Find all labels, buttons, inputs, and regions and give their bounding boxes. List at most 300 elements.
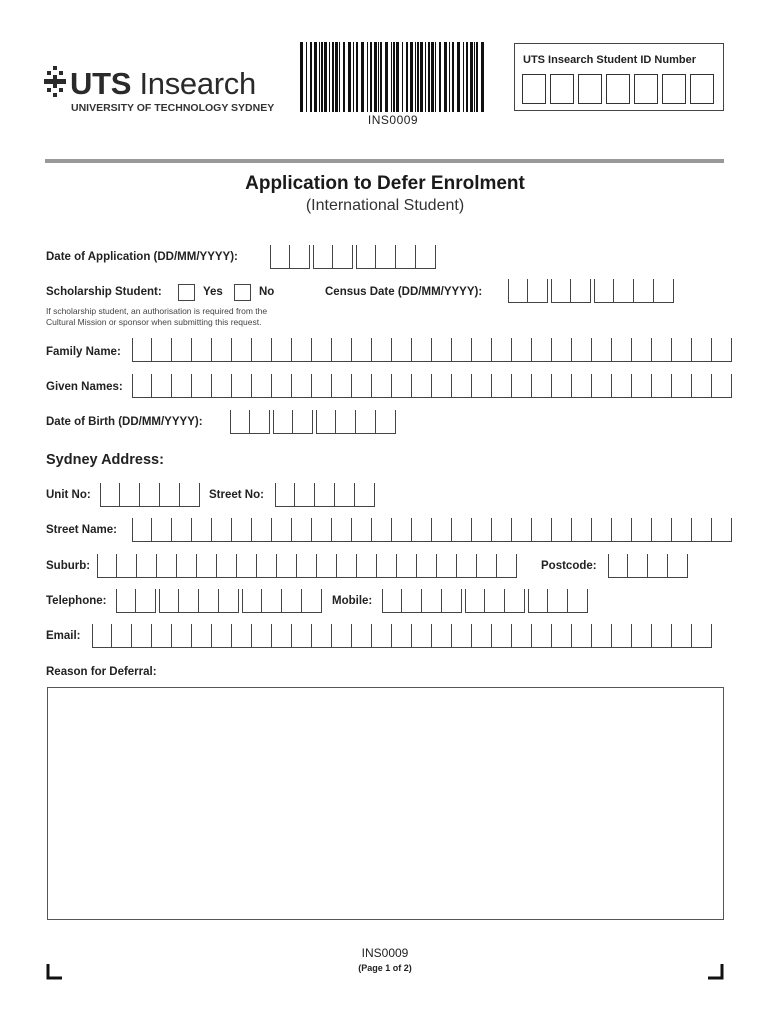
char-box[interactable] <box>392 624 412 648</box>
char-box[interactable] <box>382 589 402 613</box>
char-box[interactable] <box>332 374 352 398</box>
char-box[interactable] <box>532 338 552 362</box>
char-box[interactable] <box>180 483 200 507</box>
barcode-bar <box>380 42 382 112</box>
street-no-label: Street No: <box>209 489 264 501</box>
char-box[interactable] <box>137 554 157 578</box>
scholarship-yes-checkbox[interactable] <box>178 284 195 301</box>
telephone-label: Telephone: <box>46 595 107 607</box>
char-box[interactable] <box>272 338 292 362</box>
char-box[interactable] <box>372 624 392 648</box>
char-box[interactable] <box>172 374 192 398</box>
char-box[interactable] <box>313 245 333 269</box>
char-box[interactable] <box>292 374 312 398</box>
barcode-bar <box>476 42 478 112</box>
char-box[interactable] <box>592 518 612 542</box>
char-box[interactable] <box>432 624 452 648</box>
email-label: Email: <box>46 630 81 642</box>
street-name-label: Street Name: <box>46 524 117 536</box>
char-box[interactable] <box>352 624 372 648</box>
barcode-bar <box>410 42 413 112</box>
char-box[interactable] <box>250 410 270 434</box>
char-box[interactable] <box>372 374 392 398</box>
char-box[interactable] <box>317 554 337 578</box>
char-box[interactable] <box>352 338 372 362</box>
char-box[interactable] <box>412 624 432 648</box>
char-box[interactable] <box>292 624 312 648</box>
char-box[interactable] <box>417 554 437 578</box>
student-id-label: UTS Insearch Student ID Number <box>523 54 696 66</box>
postcode-input[interactable] <box>608 554 688 578</box>
char-box[interactable] <box>92 624 112 648</box>
logo-uts: UTS <box>70 66 132 101</box>
char-box[interactable] <box>612 624 632 648</box>
char-box[interactable] <box>452 374 472 398</box>
char-box[interactable] <box>452 338 472 362</box>
char-box[interactable] <box>472 338 492 362</box>
char-box[interactable] <box>552 518 572 542</box>
char-box[interactable] <box>551 279 571 303</box>
char-box[interactable] <box>302 589 322 613</box>
char-box[interactable] <box>416 245 436 269</box>
scholarship-yes-label: Yes <box>203 286 223 298</box>
char-box[interactable] <box>548 589 568 613</box>
char-box[interactable] <box>212 624 232 648</box>
char-box[interactable] <box>392 338 412 362</box>
barcode-bar <box>319 42 320 112</box>
barcode-bar <box>396 42 399 112</box>
char-box[interactable] <box>376 245 396 269</box>
scholarship-no-label: No <box>259 286 275 298</box>
char-box[interactable] <box>316 410 336 434</box>
footer-page-number: (Page 1 of 2) <box>358 963 412 973</box>
char-box[interactable] <box>692 624 712 648</box>
telephone-input[interactable] <box>116 589 322 613</box>
char-box[interactable] <box>136 589 156 613</box>
char-box[interactable] <box>252 624 272 648</box>
barcode-bar <box>417 42 419 112</box>
barcode-bar <box>463 42 464 112</box>
scholarship-no-checkbox[interactable] <box>234 284 251 301</box>
given-names-label: Given Names: <box>46 381 123 393</box>
char-box[interactable] <box>252 338 272 362</box>
reason-for-deferral-textarea[interactable] <box>47 687 724 920</box>
char-box[interactable] <box>612 374 632 398</box>
char-box[interactable] <box>232 338 252 362</box>
char-box[interactable] <box>532 518 552 542</box>
char-box[interactable] <box>632 338 652 362</box>
logo-insearch: Insearch <box>139 66 256 101</box>
student-id-cell[interactable] <box>606 74 630 104</box>
char-box[interactable] <box>356 410 376 434</box>
student-id-cell[interactable] <box>662 74 686 104</box>
char-box[interactable] <box>652 338 672 362</box>
char-box[interactable] <box>232 624 252 648</box>
char-box[interactable] <box>212 374 232 398</box>
char-box[interactable] <box>632 624 652 648</box>
char-box[interactable] <box>397 554 417 578</box>
char-box[interactable] <box>132 624 152 648</box>
student-id-cell[interactable] <box>550 74 574 104</box>
sydney-address-heading: Sydney Address: <box>46 452 164 468</box>
char-box[interactable] <box>230 410 250 434</box>
char-box[interactable] <box>592 374 612 398</box>
corner-mark-right <box>708 964 724 980</box>
char-box[interactable] <box>477 554 497 578</box>
barcode-bar <box>415 42 416 112</box>
char-box[interactable] <box>492 518 512 542</box>
barcode-bar <box>343 42 345 112</box>
barcode-bar <box>314 42 317 112</box>
char-box[interactable] <box>634 279 654 303</box>
uts-logo-icon <box>44 66 66 100</box>
barcode-bar <box>348 42 351 112</box>
char-box[interactable] <box>159 589 179 613</box>
char-box[interactable] <box>293 410 313 434</box>
char-box[interactable] <box>472 518 492 542</box>
barcode-bar <box>300 42 303 112</box>
char-box[interactable] <box>377 554 397 578</box>
suburb-input[interactable] <box>97 554 517 578</box>
char-box[interactable] <box>528 589 548 613</box>
char-box[interactable] <box>352 374 372 398</box>
char-box[interactable] <box>572 624 592 648</box>
char-box[interactable] <box>452 624 472 648</box>
char-box[interactable] <box>372 338 392 362</box>
char-box[interactable] <box>442 589 462 613</box>
char-box[interactable] <box>572 338 592 362</box>
char-box[interactable] <box>465 589 485 613</box>
char-box[interactable] <box>402 589 422 613</box>
char-box[interactable] <box>712 374 732 398</box>
scholarship-student-label: Scholarship Student: <box>46 286 162 298</box>
barcode-bar <box>474 42 475 112</box>
char-box[interactable] <box>315 483 335 507</box>
char-box[interactable] <box>179 589 199 613</box>
char-box[interactable] <box>282 589 302 613</box>
barcode-bar <box>481 42 484 112</box>
char-box[interactable] <box>219 589 239 613</box>
email-input[interactable] <box>92 624 712 648</box>
char-box[interactable] <box>632 518 652 542</box>
char-box[interactable] <box>212 338 232 362</box>
char-box[interactable] <box>177 554 197 578</box>
barcode-bar <box>444 42 447 112</box>
char-box[interactable] <box>512 518 532 542</box>
char-box[interactable] <box>160 483 180 507</box>
char-box[interactable] <box>492 624 512 648</box>
char-box[interactable] <box>132 518 152 542</box>
char-box[interactable] <box>452 518 472 542</box>
char-box[interactable] <box>333 245 353 269</box>
barcode-bar <box>385 42 388 112</box>
barcode-bar <box>457 42 460 112</box>
char-box[interactable] <box>199 589 219 613</box>
char-box[interactable] <box>612 518 632 542</box>
char-box[interactable] <box>712 338 732 362</box>
char-box[interactable] <box>472 624 492 648</box>
char-box[interactable] <box>140 483 160 507</box>
barcode-bar <box>470 42 473 112</box>
char-box[interactable] <box>457 554 477 578</box>
barcode-bar <box>367 42 368 112</box>
student-id-cell[interactable] <box>634 74 658 104</box>
char-box[interactable] <box>152 374 172 398</box>
barcode-bar <box>339 42 340 112</box>
header-rule <box>45 159 724 163</box>
char-box[interactable] <box>412 518 432 542</box>
char-box[interactable] <box>712 518 732 542</box>
barcode-bar <box>391 42 392 112</box>
char-box[interactable] <box>628 554 648 578</box>
char-box[interactable] <box>172 624 192 648</box>
char-box[interactable] <box>532 374 552 398</box>
barcode-bar <box>353 42 354 112</box>
mobile-input[interactable] <box>382 589 588 613</box>
char-box[interactable] <box>337 554 357 578</box>
char-box[interactable] <box>497 554 517 578</box>
char-box[interactable] <box>237 554 257 578</box>
char-box[interactable] <box>437 554 457 578</box>
char-box[interactable] <box>100 483 120 507</box>
char-box[interactable] <box>512 624 532 648</box>
char-box[interactable] <box>652 374 672 398</box>
char-box[interactable] <box>312 374 332 398</box>
char-box[interactable] <box>212 518 232 542</box>
char-box[interactable] <box>152 518 172 542</box>
char-box[interactable] <box>172 518 192 542</box>
char-box[interactable] <box>392 518 412 542</box>
char-box[interactable] <box>290 245 310 269</box>
char-box[interactable] <box>272 374 292 398</box>
barcode-bar <box>378 42 379 112</box>
char-box[interactable] <box>492 374 512 398</box>
char-box[interactable] <box>270 245 290 269</box>
char-box[interactable] <box>332 624 352 648</box>
char-box[interactable] <box>372 518 392 542</box>
barcode-text: INS0009 <box>367 113 419 127</box>
barcode-bar <box>370 42 372 112</box>
char-box[interactable] <box>356 245 376 269</box>
char-box[interactable] <box>594 279 614 303</box>
street-no-input[interactable] <box>275 483 375 507</box>
barcode-bar <box>321 42 323 112</box>
char-box[interactable] <box>432 518 452 542</box>
family-name-input[interactable] <box>132 338 732 362</box>
street-name-input[interactable] <box>132 518 732 542</box>
char-box[interactable] <box>273 410 293 434</box>
char-box[interactable] <box>120 483 140 507</box>
date-of-birth-input[interactable] <box>230 410 396 434</box>
char-box[interactable] <box>648 554 668 578</box>
char-box[interactable] <box>412 338 432 362</box>
char-box[interactable] <box>312 624 332 648</box>
char-box[interactable] <box>505 589 525 613</box>
char-box[interactable] <box>492 338 512 362</box>
char-box[interactable] <box>672 624 692 648</box>
barcode-bar <box>332 42 334 112</box>
postcode-label: Postcode: <box>541 560 597 572</box>
char-box[interactable] <box>512 338 532 362</box>
char-box[interactable] <box>312 518 332 542</box>
student-id-cell[interactable] <box>578 74 602 104</box>
char-box[interactable] <box>275 483 295 507</box>
char-box[interactable] <box>272 518 292 542</box>
char-box[interactable] <box>552 374 572 398</box>
char-box[interactable] <box>262 589 282 613</box>
char-box[interactable] <box>392 374 412 398</box>
barcode-bar <box>466 42 468 112</box>
suburb-label: Suburb: <box>46 560 91 572</box>
char-box[interactable] <box>608 554 628 578</box>
barcode-bar <box>449 42 450 112</box>
char-box[interactable] <box>352 518 372 542</box>
char-box[interactable] <box>232 518 252 542</box>
given-names-input[interactable] <box>132 374 732 398</box>
date-of-birth-label: Date of Birth (DD/MM/YYYY): <box>46 416 203 428</box>
unit-no-input[interactable] <box>100 483 200 507</box>
char-box[interactable] <box>172 338 192 362</box>
footer-form-code: INS0009 <box>361 946 409 960</box>
char-box[interactable] <box>512 374 532 398</box>
char-box[interactable] <box>192 338 212 362</box>
char-box[interactable] <box>335 483 355 507</box>
char-box[interactable] <box>152 338 172 362</box>
char-box[interactable] <box>336 410 356 434</box>
char-box[interactable] <box>432 338 452 362</box>
char-box[interactable] <box>612 338 632 362</box>
char-box[interactable] <box>132 374 152 398</box>
char-box[interactable] <box>692 338 712 362</box>
char-box[interactable] <box>357 554 377 578</box>
char-box[interactable] <box>376 410 396 434</box>
char-box[interactable] <box>432 374 452 398</box>
char-box[interactable] <box>252 518 272 542</box>
char-box[interactable] <box>672 338 692 362</box>
barcode-bar <box>356 42 358 112</box>
char-box[interactable] <box>312 338 332 362</box>
char-box[interactable] <box>485 589 505 613</box>
barcode-bar <box>329 42 330 112</box>
page-title: Application to Defer Enrolment <box>245 173 525 194</box>
char-box[interactable] <box>528 279 548 303</box>
char-box[interactable] <box>572 518 592 542</box>
census-date-input[interactable] <box>508 279 674 303</box>
scholarship-note: If scholarship student, an authorisation is required from the Cultural Mission or sponsor when submitting this request. <box>46 306 268 327</box>
char-box[interactable] <box>652 624 672 648</box>
reason-for-deferral-label: Reason for Deferral: <box>46 666 157 678</box>
student-id-box <box>514 43 724 111</box>
char-box[interactable] <box>668 554 688 578</box>
char-box[interactable] <box>217 554 237 578</box>
char-box[interactable] <box>592 624 612 648</box>
char-box[interactable] <box>592 338 612 362</box>
student-id-cell[interactable] <box>690 74 714 104</box>
char-box[interactable] <box>297 554 317 578</box>
barcode-bar <box>324 42 327 112</box>
barcode-bar <box>425 42 426 112</box>
char-box[interactable] <box>116 589 136 613</box>
char-box[interactable] <box>614 279 634 303</box>
char-box[interactable] <box>422 589 442 613</box>
char-box[interactable] <box>632 374 652 398</box>
char-box[interactable] <box>396 245 416 269</box>
unit-no-label: Unit No: <box>46 489 91 501</box>
char-box[interactable] <box>157 554 177 578</box>
logo-subtitle: UNIVERSITY OF TECHNOLOGY SYDNEY <box>71 102 275 114</box>
char-box[interactable] <box>572 374 592 398</box>
census-date-label: Census Date (DD/MM/YYYY): <box>325 286 483 298</box>
char-box[interactable] <box>672 374 692 398</box>
char-box[interactable] <box>97 554 117 578</box>
barcode-bar <box>420 42 423 112</box>
char-box[interactable] <box>355 483 375 507</box>
mobile-label: Mobile: <box>332 595 373 607</box>
char-box[interactable] <box>192 624 212 648</box>
char-box[interactable] <box>672 518 692 542</box>
char-box[interactable] <box>112 624 132 648</box>
char-box[interactable] <box>654 279 674 303</box>
char-box[interactable] <box>295 483 315 507</box>
char-box[interactable] <box>412 374 432 398</box>
corner-mark-left <box>46 964 62 980</box>
date-of-application-label: Date of Application (DD/MM/YYYY): <box>46 251 238 263</box>
barcode-bar <box>393 42 395 112</box>
barcode-bar <box>431 42 434 112</box>
char-box[interactable] <box>552 624 572 648</box>
barcode-bar <box>452 42 454 112</box>
char-box[interactable] <box>508 279 528 303</box>
char-box[interactable] <box>332 518 352 542</box>
char-box[interactable] <box>692 374 712 398</box>
family-name-label: Family Name: <box>46 346 121 358</box>
char-box[interactable] <box>132 338 152 362</box>
barcode-bar <box>306 42 307 112</box>
char-box[interactable] <box>197 554 217 578</box>
barcode-bar <box>406 42 408 112</box>
char-box[interactable] <box>472 374 492 398</box>
barcode-bar <box>374 42 377 112</box>
char-box[interactable] <box>277 554 297 578</box>
char-box[interactable] <box>292 338 312 362</box>
char-box[interactable] <box>532 624 552 648</box>
char-box[interactable] <box>568 589 588 613</box>
char-box[interactable] <box>257 554 277 578</box>
char-box[interactable] <box>272 624 292 648</box>
char-box[interactable] <box>232 374 252 398</box>
student-id-cells[interactable] <box>522 74 718 104</box>
char-box[interactable] <box>692 518 712 542</box>
char-box[interactable] <box>332 338 352 362</box>
date-of-application-input[interactable] <box>270 245 436 269</box>
barcode-bar <box>335 42 338 112</box>
uts-insearch-logo <box>70 66 256 102</box>
char-box[interactable] <box>252 374 272 398</box>
page-subtitle: (International Student) <box>305 197 465 214</box>
char-box[interactable] <box>192 518 212 542</box>
char-box[interactable] <box>571 279 591 303</box>
char-box[interactable] <box>292 518 312 542</box>
char-box[interactable] <box>117 554 137 578</box>
barcode <box>300 42 486 112</box>
student-id-cell[interactable] <box>522 74 546 104</box>
char-box[interactable] <box>552 338 572 362</box>
char-box[interactable] <box>192 374 212 398</box>
barcode-bar <box>439 42 441 112</box>
char-box[interactable] <box>152 624 172 648</box>
char-box[interactable] <box>652 518 672 542</box>
char-box[interactable] <box>242 589 262 613</box>
